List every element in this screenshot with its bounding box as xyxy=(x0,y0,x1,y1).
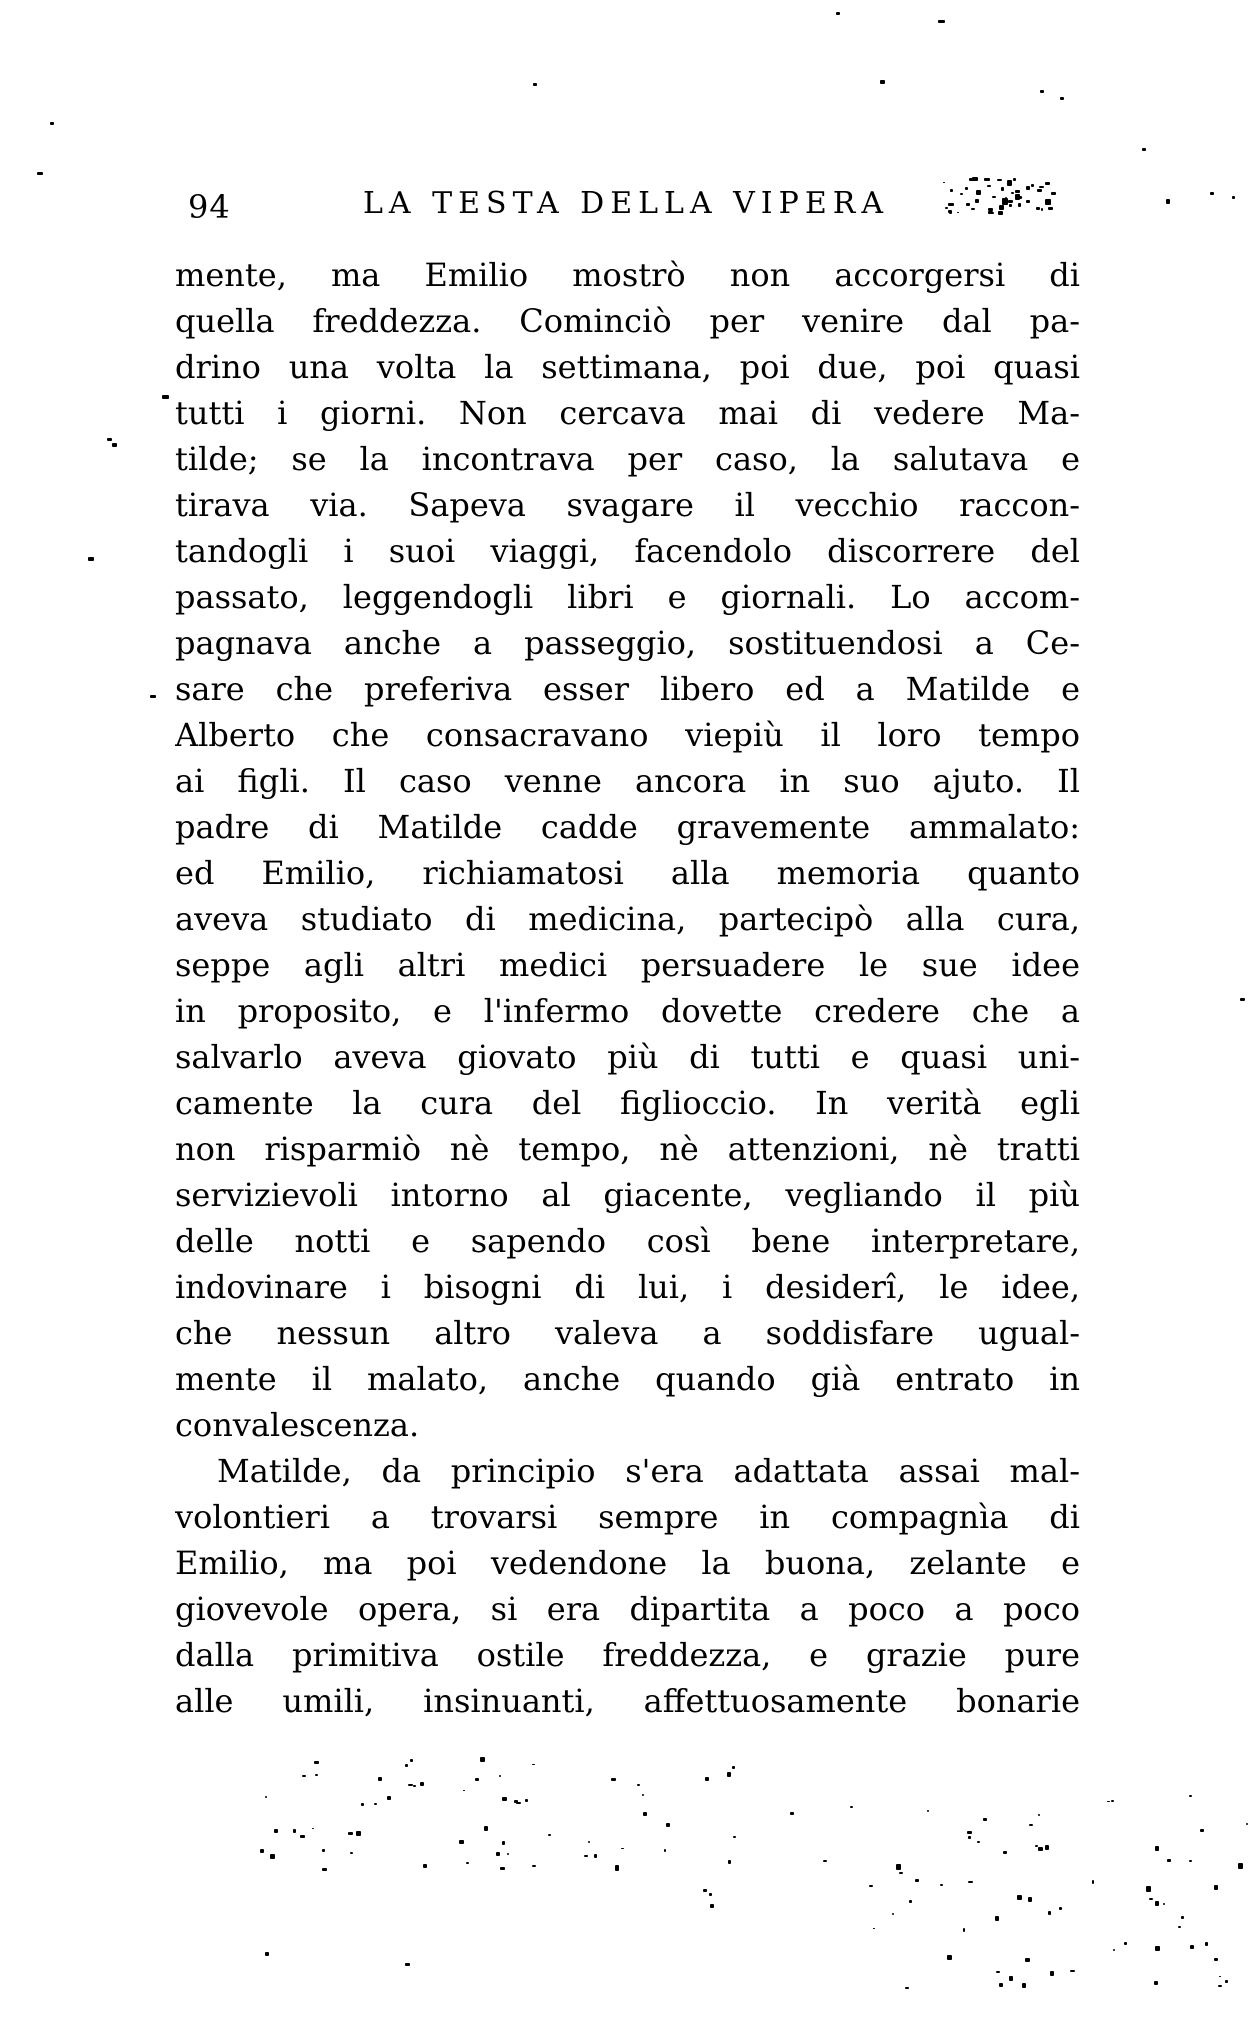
scan-speck xyxy=(514,1800,518,1802)
text-line: delle notti e sapendo così bene interpretare, xyxy=(175,1222,1080,1260)
scan-speck xyxy=(322,1849,324,1852)
text-line: volontieri a trovarsi sempre in compagnìa di xyxy=(175,1498,1080,1536)
scan-speck xyxy=(968,1881,972,1883)
scan-speck xyxy=(966,203,971,206)
scan-speck xyxy=(1036,207,1041,210)
scan-speck xyxy=(480,1757,484,1762)
text-line: drino una volta la settimana, poi due, poi quasi xyxy=(175,348,1080,386)
scan-speck xyxy=(1181,1916,1183,1918)
scan-speck xyxy=(938,20,945,23)
text-line: convalescenza. xyxy=(175,1406,420,1444)
scan-speck xyxy=(1028,1897,1032,1902)
scan-speck xyxy=(1011,192,1014,194)
scan-speck xyxy=(710,1904,714,1908)
scan-speck xyxy=(1210,192,1214,195)
scan-speck xyxy=(1025,1958,1030,1962)
scan-speck xyxy=(1051,192,1055,195)
scan-speck xyxy=(1163,1903,1165,1904)
scan-speck xyxy=(499,1775,502,1777)
paragraph xyxy=(175,1448,1080,1724)
scan-speck xyxy=(293,1829,296,1833)
scan-speck xyxy=(162,395,169,399)
scan-speck xyxy=(1050,1971,1054,1976)
scan-speck xyxy=(1111,1800,1114,1802)
scan-speck xyxy=(997,179,1002,182)
scan-speck xyxy=(984,178,990,181)
scan-speck xyxy=(1018,203,1022,207)
scan-speck xyxy=(1059,1907,1063,1911)
scan-speck xyxy=(971,208,975,210)
scan-speck xyxy=(728,1860,731,1864)
text-line: mente, ma Emilio mostrò non accorgersi di xyxy=(175,256,1080,294)
scan-speck xyxy=(983,1818,987,1821)
scan-speck xyxy=(642,1794,644,1796)
scan-speck xyxy=(666,1823,670,1827)
text-line: sare che preferiva esser libero ed a Matilde e xyxy=(175,670,1080,708)
scan-speck xyxy=(1009,1976,1013,1981)
text-line: indovinare i bisogni di lui, i desiderî, le idee, xyxy=(175,1268,1080,1306)
scan-speck xyxy=(502,1797,507,1801)
text-line: non risparmiò nè tempo, nè attenzioni, nè tratti xyxy=(175,1130,1080,1168)
scan-speck xyxy=(1166,199,1170,204)
scan-speck xyxy=(1178,1926,1181,1928)
scan-speck xyxy=(967,1831,971,1834)
scan-speck xyxy=(1029,1824,1032,1826)
scan-speck xyxy=(996,1971,1000,1973)
scan-speck xyxy=(533,83,537,86)
scan-speck xyxy=(1022,1983,1027,1988)
scan-speck xyxy=(1189,1795,1192,1797)
scan-speck xyxy=(1009,204,1012,207)
scan-speck xyxy=(1007,181,1011,184)
scan-speck xyxy=(727,1772,731,1777)
scan-speck xyxy=(637,1784,640,1786)
scan-speck xyxy=(1214,1885,1218,1890)
scan-speck xyxy=(1015,190,1020,193)
scan-speck xyxy=(374,1803,377,1805)
scan-speck xyxy=(150,695,156,698)
scan-speck xyxy=(732,1766,735,1769)
scan-speck xyxy=(1154,1981,1158,1985)
scan-speck xyxy=(265,1796,267,1798)
scan-speck xyxy=(1031,184,1034,186)
page-number: 94 xyxy=(188,188,231,226)
scan-speck xyxy=(408,1784,413,1786)
scan-speck xyxy=(274,1829,278,1834)
scan-speck xyxy=(968,1836,971,1839)
scan-speck xyxy=(945,207,948,209)
scan-speck xyxy=(1013,178,1016,180)
scan-speck xyxy=(1155,1901,1159,1906)
scan-speck xyxy=(999,205,1004,210)
scan-speck xyxy=(1040,90,1044,93)
scan-speck xyxy=(947,1955,951,1961)
scan-speck xyxy=(905,1987,908,1989)
running-title: LA TESTA DELLA VIPERA xyxy=(362,186,890,221)
scan-speck xyxy=(594,1854,597,1858)
scan-speck xyxy=(405,1963,410,1966)
scan-speck xyxy=(356,1831,361,1835)
text-line: Matilde, da principio s'era adattata assai mal- xyxy=(217,1452,1080,1490)
text-line: mente il malato, anche quando già entrato in xyxy=(175,1360,1080,1398)
text-line: seppe agli altri medici persuadere le sue idee xyxy=(175,946,1080,984)
text-line: servizievoli intorno al giacente, vegliando il più xyxy=(175,1176,1080,1214)
scan-speck xyxy=(915,1879,919,1882)
scan-speck xyxy=(107,438,112,441)
scan-speck xyxy=(1038,1814,1040,1815)
scan-speck xyxy=(927,1810,929,1813)
scan-speck xyxy=(1045,199,1051,205)
scan-speck xyxy=(463,1790,465,1792)
scan-speck xyxy=(300,1835,305,1838)
scan-speck xyxy=(1205,1942,1209,1946)
text-line: salvarlo aveva giovato più di tutti e quasi uni- xyxy=(175,1038,1080,1076)
scan-speck xyxy=(873,1928,875,1929)
scan-speck xyxy=(899,1872,902,1874)
scan-speck xyxy=(703,1889,707,1892)
scan-speck xyxy=(869,1885,873,1887)
scan-speck xyxy=(1190,1945,1194,1949)
scan-speck xyxy=(977,1841,980,1843)
scan-speck xyxy=(378,1777,382,1781)
scan-speck xyxy=(1189,1860,1192,1863)
text-line: tandogli i suoi viaggi, facendolo discorrere del xyxy=(175,532,1080,570)
scan-speck xyxy=(302,1775,306,1777)
scan-speck xyxy=(348,1832,353,1835)
scan-speck xyxy=(387,1796,391,1799)
scan-speck xyxy=(532,1865,536,1867)
scan-speck xyxy=(1003,1851,1006,1855)
scan-speck xyxy=(413,1785,415,1787)
text-line: dalla primitiva ostile freddezza, e grazie pure xyxy=(175,1636,1080,1674)
scan-speck xyxy=(1167,1859,1170,1862)
scan-speck xyxy=(1015,194,1020,200)
scan-speck xyxy=(823,1860,827,1862)
scan-speck xyxy=(361,1803,363,1805)
scan-speck xyxy=(1107,1801,1109,1802)
scan-speck xyxy=(1155,1846,1159,1851)
scan-speck xyxy=(987,185,991,187)
text-line: Emilio, ma poi vedendone la buona, zelante e xyxy=(175,1544,1080,1582)
text-line: passato, leggendogli libri e giornali. Lo accom- xyxy=(175,578,1080,616)
scan-speck xyxy=(1124,1942,1126,1945)
scan-speck xyxy=(1008,200,1013,203)
scan-speck xyxy=(963,1928,966,1932)
scan-speck xyxy=(896,1864,901,1870)
scan-speck xyxy=(507,1853,509,1855)
scan-speck xyxy=(850,1806,852,1808)
scan-speck xyxy=(892,1913,894,1915)
scan-speck xyxy=(948,203,953,207)
scan-speck xyxy=(1200,1829,1203,1832)
page-body xyxy=(175,252,1080,1724)
scan-speck xyxy=(733,1836,736,1838)
scan-speck xyxy=(270,1854,274,1859)
scan-speck xyxy=(709,1893,712,1896)
scan-speck xyxy=(1048,1911,1052,1915)
scan-speck xyxy=(1017,1895,1022,1900)
scan-speck xyxy=(999,1983,1003,1987)
scan-speck xyxy=(265,1952,269,1956)
scan-speck xyxy=(1070,1970,1075,1973)
scan-speck xyxy=(615,1867,619,1870)
scan-speck xyxy=(880,80,885,84)
scan-speck xyxy=(1214,1958,1218,1961)
scan-speck xyxy=(350,1852,353,1854)
scan-speck xyxy=(260,1849,264,1853)
text-line: quella freddezza. Cominciò per venire dal pa- xyxy=(175,302,1080,340)
scan-speck xyxy=(37,172,43,175)
scan-speck xyxy=(998,211,1002,216)
scan-speck xyxy=(315,1774,318,1776)
scan-speck xyxy=(1026,186,1030,190)
scan-speck xyxy=(405,1764,408,1767)
scan-speck xyxy=(975,199,979,203)
text-line: alle umili, insinuanti, affettuosamente bonarie xyxy=(175,1682,1080,1720)
text-line: aveva studiato di medicina, partecipò alla cura, xyxy=(175,900,1080,938)
scan-speck xyxy=(1146,1886,1151,1892)
scan-speck xyxy=(322,1868,327,1871)
scan-speck xyxy=(664,1849,667,1852)
text-line: che nessun altro valeva a soddisfare ugual- xyxy=(175,1314,1080,1352)
scan-speck xyxy=(1048,207,1053,210)
scan-speck xyxy=(314,1761,319,1764)
scan-speck xyxy=(1001,187,1004,191)
scan-speck xyxy=(584,1855,588,1857)
scan-speck xyxy=(459,1840,464,1844)
scan-speck xyxy=(1246,1823,1248,1826)
scan-speck xyxy=(484,1826,488,1830)
scan-speck xyxy=(1149,1898,1153,1900)
scan-speck xyxy=(1045,182,1050,185)
scan-speck xyxy=(621,1848,623,1849)
text-line: Alberto che consacravano viepiù il loro tempo xyxy=(175,716,1080,754)
text-line: ai figli. Il caso venne ancora in suo ajuto. Il xyxy=(175,762,1080,800)
scan-speck xyxy=(88,557,94,561)
scan-speck xyxy=(588,1841,590,1843)
scan-speck xyxy=(1002,198,1008,205)
scan-speck xyxy=(532,1764,535,1766)
text-line: in proposito, e l'infermo dovette credere che a xyxy=(175,992,1080,1030)
scan-speck xyxy=(1155,1946,1160,1951)
text-line: pagnava anche a passeggio, sostituendosi a Ce- xyxy=(175,624,1080,662)
paragraph xyxy=(175,252,1080,1448)
scan-speck xyxy=(1026,200,1030,203)
scan-speck xyxy=(995,1916,999,1921)
scan-speck xyxy=(1240,998,1245,1001)
scan-speck xyxy=(643,1812,647,1817)
text-line: padre di Matilde cadde gravemente ammalato: xyxy=(175,808,1080,846)
scan-speck xyxy=(1232,196,1235,199)
scan-speck xyxy=(1142,148,1146,151)
scan-speck xyxy=(502,1841,505,1845)
running-header xyxy=(0,186,1252,230)
scan-speck xyxy=(475,1778,479,1781)
scan-speck xyxy=(1218,1985,1223,1988)
scan-speck xyxy=(50,122,54,125)
scan-speck xyxy=(790,1812,794,1815)
text-line: tutti i giorni. Non cercava mai di vedere Ma- xyxy=(175,394,1080,432)
scan-speck xyxy=(112,443,117,447)
scan-speck xyxy=(312,1828,314,1829)
scan-speck xyxy=(988,208,993,211)
scan-speck xyxy=(705,1777,709,1782)
scan-speck xyxy=(410,1759,413,1762)
scan-speck xyxy=(1219,1976,1221,1978)
scan-speck xyxy=(1045,1845,1049,1850)
scan-speck xyxy=(976,190,981,195)
scan-speck xyxy=(423,1864,427,1869)
scan-speck xyxy=(466,1862,469,1864)
scan-speck xyxy=(836,12,840,15)
scan-speck xyxy=(1037,189,1042,192)
scan-speck xyxy=(548,1834,551,1836)
text-line: ed Emilio, richiamatosi alla memoria quanto xyxy=(175,854,1080,892)
scan-speck xyxy=(1238,1863,1243,1869)
scan-speck xyxy=(943,182,945,184)
scan-speck xyxy=(500,1867,505,1870)
scan-speck xyxy=(965,187,967,190)
scan-speck xyxy=(496,1852,500,1856)
scan-speck xyxy=(1225,1980,1228,1983)
scan-speck xyxy=(1092,1880,1095,1883)
scan-speck xyxy=(940,1884,943,1886)
scan-speck xyxy=(611,1778,615,1781)
scan-speck xyxy=(1060,97,1064,100)
scan-speck xyxy=(1038,1847,1043,1851)
text-line: tilde; se la incontrava per caso, la salutava e xyxy=(175,440,1080,478)
scan-speck xyxy=(1113,1949,1115,1950)
text-line: tirava via. Sapeva svagare il vecchio raccon- xyxy=(175,486,1080,524)
scan-speck xyxy=(992,196,996,199)
text-line: giovevole opera, si era dipartita a poco a poco xyxy=(175,1590,1080,1628)
scan-speck xyxy=(909,1900,912,1903)
text-line: camente la cura del figlioccio. In verità egli xyxy=(175,1084,1080,1122)
scan-speck xyxy=(525,1799,528,1802)
scan-speck xyxy=(420,1782,424,1785)
